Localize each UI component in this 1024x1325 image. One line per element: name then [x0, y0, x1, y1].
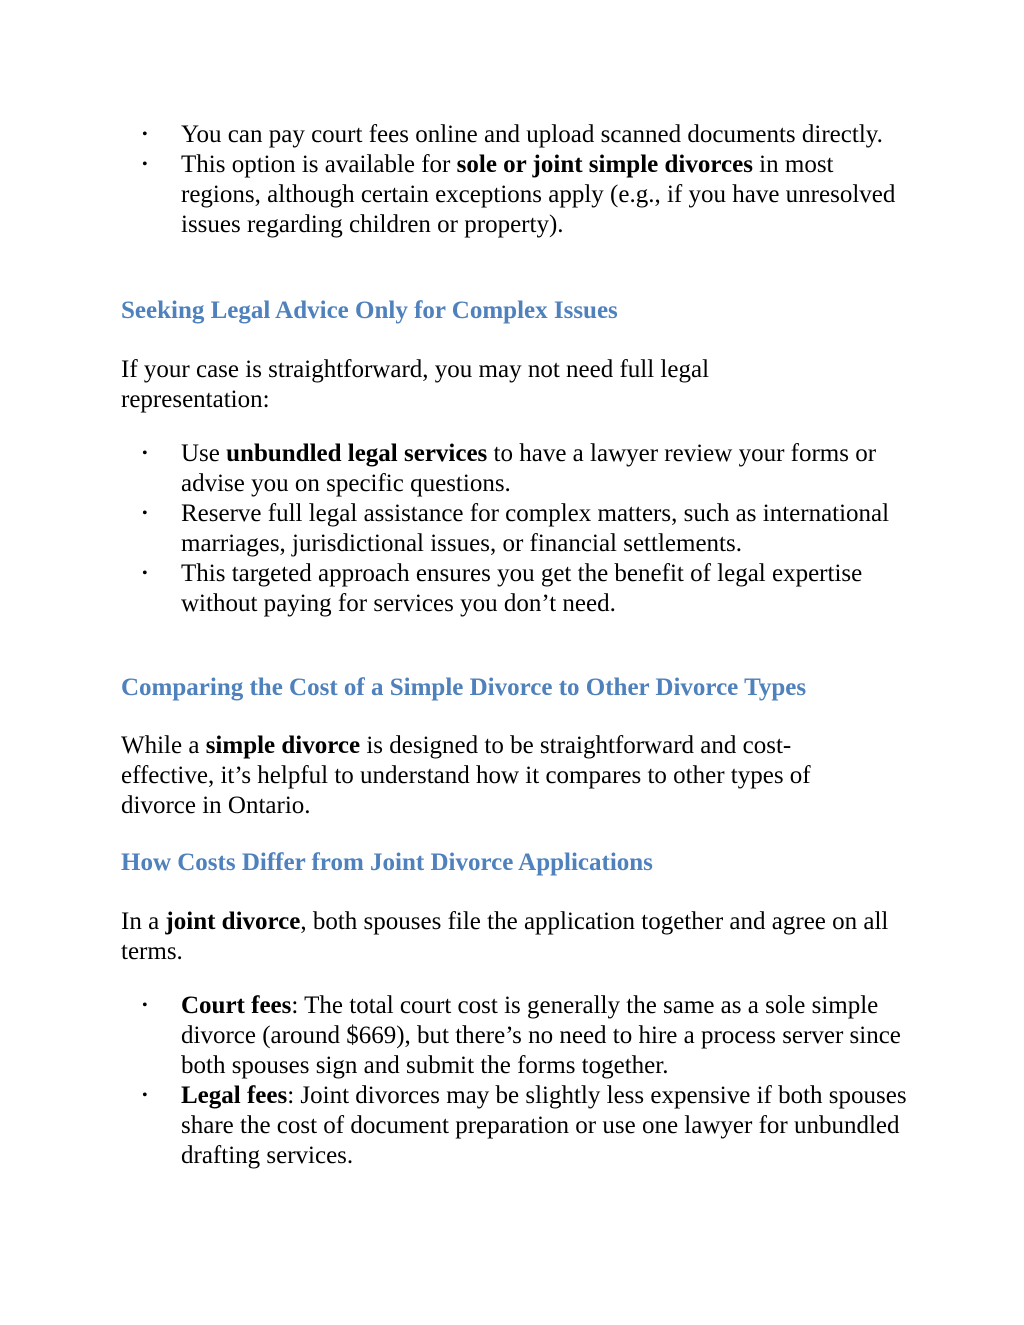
bullet-icon: •	[142, 565, 148, 582]
joint-divorce-list	[121, 991, 911, 1171]
paragraph-text-post: is designed to be straightforward and cost-effective, it’s helpful to understand how it compares to other types of divorce in Ontario.	[121, 732, 811, 819]
section-paragraph	[121, 907, 891, 967]
section-paragraph	[121, 731, 881, 821]
paragraph-text-bold: joint divorce	[165, 908, 301, 935]
section-heading-comparing-costs: Comparing the Cost of a Simple Divorce to Other Divorce Types	[121, 674, 807, 701]
legal-advice-list	[121, 439, 911, 619]
list-item-text: This targeted approach ensures you get the benefit of legal expertise without paying for services you don’t need.	[181, 560, 863, 617]
list-item	[121, 499, 911, 559]
list-item-text-pre: Use	[181, 440, 227, 467]
list-item	[121, 439, 911, 499]
list-item-text-bold: sole or joint simple divorces	[456, 151, 753, 178]
list-item	[121, 559, 911, 619]
list-item-text: You can pay court fees online and upload scanned documents directly.	[181, 121, 883, 148]
list-item-text-post: in most regions, although certain exceptions apply (e.g., if you have unresolved issues regarding children or property).	[181, 151, 896, 238]
paragraph-text-bold: simple divorce	[205, 732, 361, 759]
list-item	[121, 991, 911, 1081]
list-item-text-bold: Legal fees	[181, 1082, 288, 1109]
section-heading-legal-advice: Seeking Legal Advice Only for Complex Issues	[121, 297, 618, 324]
bullet-icon: •	[142, 156, 148, 173]
section-paragraph: If your case is straightforward, you may not need full legal representation:	[121, 356, 710, 413]
bullet-icon: •	[142, 445, 148, 462]
bullet-icon: •	[142, 126, 148, 143]
paragraph-text-post: , both spouses file the application together and agree on all terms.	[121, 908, 889, 965]
list-item-text-post: : Joint divorces may be slightly less expensive if both spouses share the cost of document preparation or use one lawyer for unbundled drafting services.	[181, 1082, 907, 1169]
bullet-icon: •	[142, 505, 148, 522]
online-filing-list	[121, 120, 911, 240]
list-item	[121, 1081, 911, 1171]
list-item-text-post: to have a lawyer review your forms or advise you on specific questions.	[181, 440, 877, 497]
list-item-text-pre: This option is available for	[181, 151, 457, 178]
section-heading-joint-divorce: How Costs Differ from Joint Divorce Applications	[121, 849, 653, 876]
paragraph-text-pre: In a	[121, 908, 166, 935]
bullet-icon: •	[142, 997, 148, 1014]
list-item-text-post: : The total court cost is generally the same as a sole simple divorce (around $669), but there’s no need to hire a process server since both spouses sign and submit the forms together.	[181, 992, 901, 1079]
list-item-text-bold: Court fees	[181, 992, 292, 1019]
list-item	[121, 150, 911, 240]
list-item	[121, 120, 911, 150]
list-item-text-bold: unbundled legal services	[226, 440, 488, 467]
list-item-text: Reserve full legal assistance for complex matters, such as international marriages, jurisdictional issues, or financial settlements.	[181, 500, 890, 557]
bullet-icon: •	[142, 1087, 148, 1104]
paragraph-text-pre: While a	[121, 732, 206, 759]
